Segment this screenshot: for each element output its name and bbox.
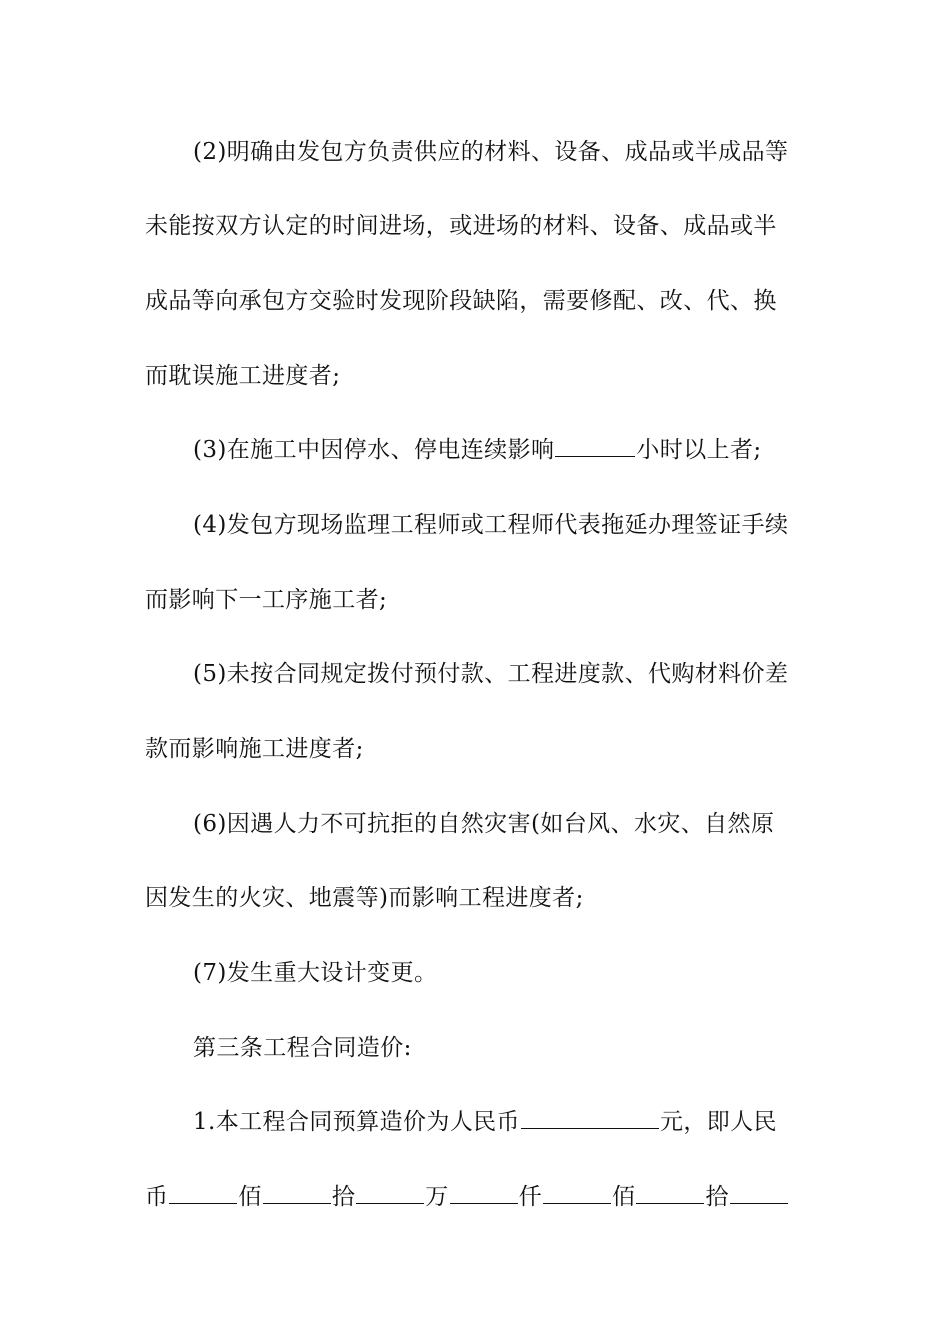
paragraph-line-with-blank	[193, 1102, 810, 1142]
fill-in-blank[interactable]	[636, 1181, 704, 1204]
unit-label: 万	[425, 1184, 449, 1210]
paragraph-line: 而耽误施工进度者;	[145, 363, 341, 389]
unit-label: 拾	[331, 1184, 356, 1210]
text-segment: 元，即人民	[659, 1109, 777, 1135]
unit-label: 佰	[612, 1184, 636, 1210]
unit-label: 拾	[705, 1184, 729, 1210]
paragraph-line: 未能按双方认定的时间进场，或进场的材料、设备、成品或半	[145, 213, 777, 239]
paragraph-line: (5)未按合同规定拨付预付款、工程进度款、代购材料价差	[193, 661, 789, 687]
text-segment: 1.本工程合同预算造价为人民币	[193, 1109, 520, 1135]
paragraph-line: 因发生的火灾、地震等)而影响工程进度者;	[145, 885, 584, 911]
fill-in-blank[interactable]	[555, 434, 635, 457]
paragraph-line: 成品等向承包方交验时发现阶段缺陷，需要修配、改、代、换	[145, 288, 777, 314]
fill-in-blank[interactable]	[543, 1181, 611, 1204]
text-segment: (3)在施工中因停水、停电连续影响	[193, 437, 555, 463]
fill-in-blank[interactable]	[521, 1106, 659, 1129]
fill-in-blank[interactable]	[263, 1181, 331, 1204]
paragraph-line: (4)发包方现场监理工程师或工程师代表拖延办理签证手续	[193, 512, 789, 538]
fill-in-blank[interactable]	[450, 1181, 518, 1204]
paragraph-line: 款而影响施工进度者;	[145, 736, 364, 762]
paragraph-line: (6)因遇人力不可抗拒的自然灾害(如台风、水灾、自然原	[193, 811, 775, 837]
fill-in-blank[interactable]	[356, 1181, 424, 1204]
paragraph-line: (7)发生重大设计变更。	[193, 960, 438, 986]
unit-label: 仟	[518, 1184, 543, 1210]
section-heading: 第三条工程合同造价:	[193, 1035, 412, 1061]
text-segment: 小时以上者;	[636, 437, 762, 463]
unit-label: 币	[145, 1184, 169, 1210]
unit-label: 佰	[238, 1184, 262, 1210]
fill-in-blank[interactable]	[169, 1181, 237, 1204]
paragraph-line: 而影响下一工序施工者;	[145, 587, 388, 613]
fill-in-blank[interactable]	[730, 1181, 788, 1204]
paragraph-line: (2)明确由发包方负责供应的材料、设备、成品或半成品等	[193, 139, 789, 165]
amount-in-words-line	[145, 1177, 810, 1217]
paragraph-line-with-blank	[193, 430, 810, 470]
